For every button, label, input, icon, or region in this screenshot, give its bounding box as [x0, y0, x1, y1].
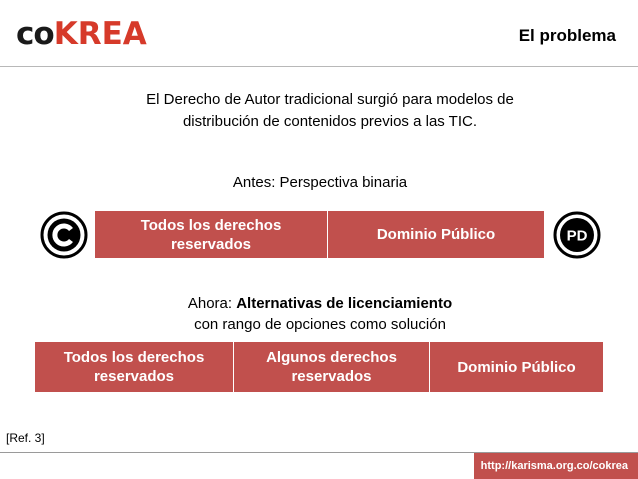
after-bar-all-rights — [35, 342, 233, 392]
after-bar-some-rights — [233, 342, 429, 392]
logo-co-text: co — [16, 16, 54, 52]
bar-label-line: reservados — [170, 235, 252, 253]
cokrea-logo — [16, 14, 147, 54]
bar-label-line: Todos los derechos — [63, 349, 205, 366]
before-bar-all-rights — [95, 211, 327, 258]
bar-label-line: Dominio Público — [457, 358, 576, 376]
reference-note: [Ref. 3] — [6, 431, 45, 445]
intro-line-1: El Derecho de Autor tradicional surgió para modelos de — [146, 91, 514, 108]
bar-label-line: Todos los derechos — [140, 216, 282, 234]
before-heading: Antes: Perspectiva binaria — [232, 174, 408, 191]
bar-label-line: Algunos derechos — [266, 349, 397, 366]
after-heading-prefix: Ahora: — [187, 295, 237, 312]
title-divider — [0, 66, 638, 67]
pd-icon-text: PD — [566, 227, 588, 245]
before-bar-public-domain — [327, 211, 544, 258]
bar-label-line: reservados — [291, 368, 372, 385]
slide-title: El problema — [518, 26, 616, 45]
bar-label-line: Dominio Público — [376, 226, 496, 243]
intro-line-2: distribución de contenidos previos a las TIC. — [182, 113, 478, 130]
after-bar-public-domain — [429, 342, 603, 392]
public-domain-icon — [553, 211, 601, 259]
after-heading — [120, 293, 520, 335]
footer-url-link[interactable]: http://karisma.org.co/cokrea — [480, 460, 628, 472]
after-heading-bold: Alternativas de licenciamiento — [236, 295, 453, 312]
bar-label-line: reservados — [93, 368, 175, 385]
intro-text — [60, 89, 600, 133]
after-heading-line2: con rango de opciones como solución — [194, 316, 446, 333]
copyright-icon — [40, 211, 88, 259]
logo-krea-text: KREA — [53, 16, 147, 52]
